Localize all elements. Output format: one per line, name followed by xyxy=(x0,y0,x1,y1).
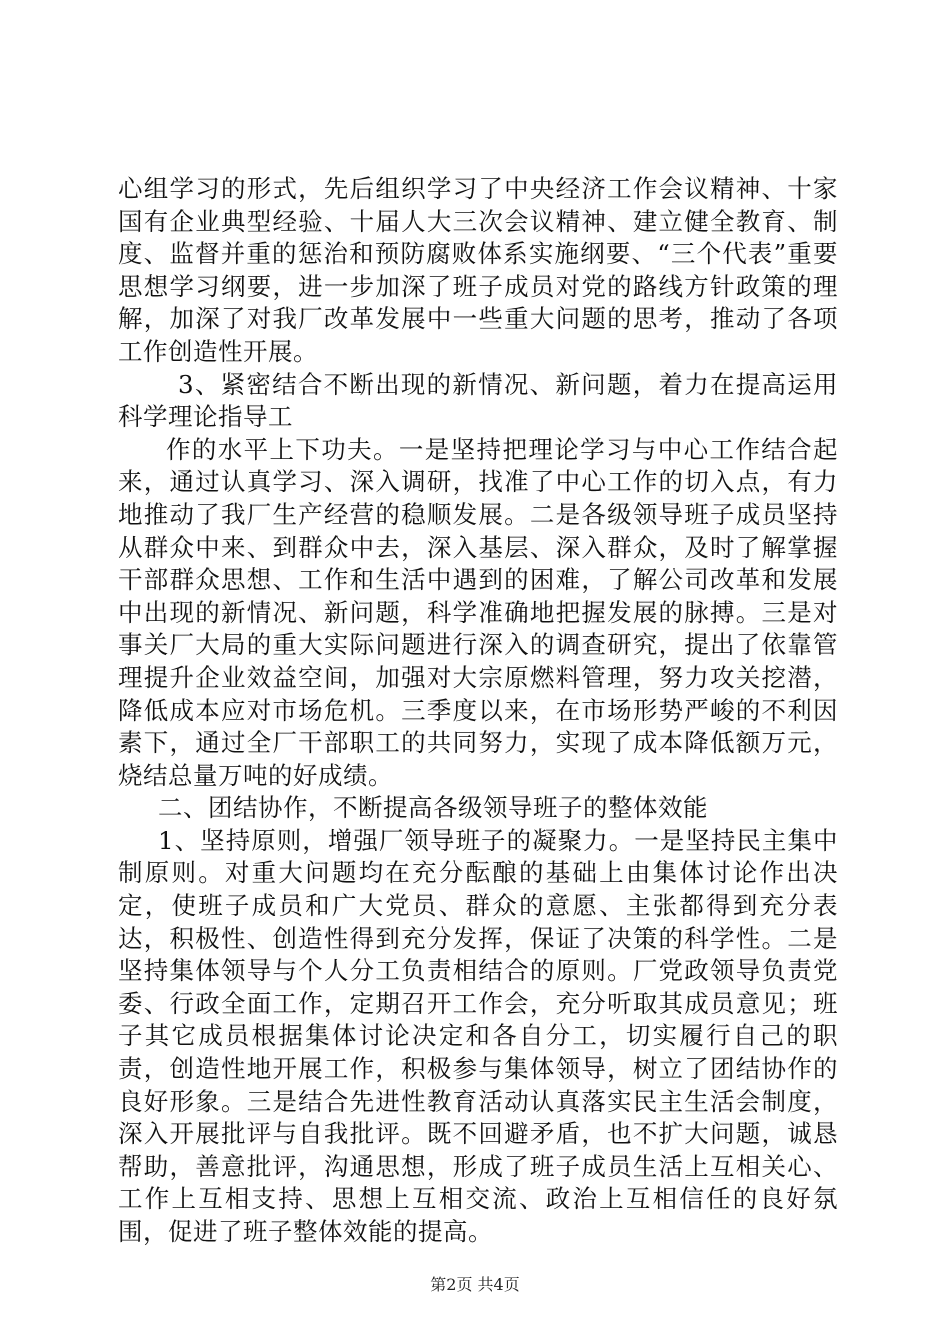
document-body xyxy=(118,173,838,1249)
paragraph-principle: 1、坚持原则，增强厂领导班子的凝聚力。一是坚持民主集中制原则。对重大问题均在充分酝酿的基础上由集体讨论作出决定，使班子成员和广大党员、群众的意愿、主张都得到充分表达，积极性、创造性得到充分发挥，保证了决策的科学性。二是坚持集体领导与个人分工负责相结合的原则。厂党政领导负责党委、行政全面工作，定期召开工作会，充分听取其成员意见；班子其它成员根据集体讨论决定和各自分工，切实履行自己的职责，创造性地开展工作，积极参与集体领导，树立了团结协作的良好形象。三是结合先进性教育活动认真落实民主生活会制度，深入开展批评与自我批评。既不回避矛盾，也不扩大问题，诚恳帮助，善意批评，沟通思想，形成了班子成员生活上互相关心、工作上互相支持、思想上互相交流、政治上互相信任的良好氛围，促进了班子整体效能的提高。 xyxy=(118,825,838,1246)
paragraph-point-3-body: 作的水平上下功夫。一是坚持把理论学习与中心工作结合起来，通过认真学习、深入调研，找准了中心工作的切入点，有力地推动了我厂生产经营的稳顺发展。二是各级领导班子成员坚持从群众中来、到群众中去，深入基层、深入群众，及时了解掌握干部群众思想、工作和生活中遇到的困难，了解公司改革和发展中出现的新情况、新问题，科学准确地把握发展的脉搏。三是对事关厂大局的重大实际问题进行深入的调查研究，提出了依靠管理提升企业效益空间，加强对大宗原燃料管理，努力攻关挖潜，降低成本应对市场危机。三季度以来，在市场形势严峻的不利因素下，通过全厂干部职工的共同努力，实现了成本降低额万元，烧结总量万吨的好成绩。 xyxy=(118,434,838,790)
section-heading-unity: 二、团结协作，不断提高各级领导班子的整体效能 xyxy=(158,793,708,823)
paragraph-point-3-heading: 3、紧密结合不断出现的新情况、新问题，着力在提高运用科学理论指导工 xyxy=(118,369,838,432)
page-footer: 第2页 共4页 xyxy=(430,1275,520,1294)
paragraph-study-forms: 心组学习的形式，先后组织学习了中央经济工作会议精神、十家国有企业典型经验、十届人大三次会议精神、建立健全教育、制度、监督并重的惩治和预防腐败体系实施纲要、“三个代表”重要思想学习纲要，进一步加深了班子成员对党的路线方针政策的理解，加深了对我厂改革发展中一些重大问题的思考，推动了各项工作创造性开展。 xyxy=(118,174,838,366)
